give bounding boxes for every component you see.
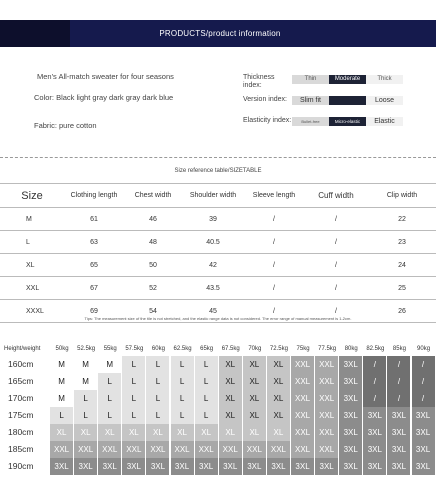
- size-cell: L: [171, 356, 195, 373]
- table-row: [0, 277, 436, 300]
- size-cell: /: [387, 373, 411, 390]
- size-cell: XL: [195, 424, 219, 441]
- size-cell: XXL: [315, 441, 339, 458]
- size-cell: /: [363, 356, 387, 373]
- size-cell: 3XL: [195, 458, 219, 475]
- size-cell: 3XL: [363, 441, 387, 458]
- table-row: [0, 254, 436, 277]
- size-cell: L: [74, 407, 98, 424]
- size-cell: L: [195, 373, 219, 390]
- size-cell: XL: [74, 424, 98, 441]
- size-cell: XXL: [195, 441, 219, 458]
- cell: /: [304, 300, 368, 323]
- size-cell: 3XL: [339, 424, 363, 441]
- cell: /: [304, 208, 368, 231]
- size-cell: XXL: [74, 441, 98, 458]
- size-cell: 3XL: [219, 458, 243, 475]
- table-row: [0, 231, 436, 254]
- size-cell: XL: [243, 356, 267, 373]
- cell: 39: [182, 208, 244, 231]
- cell: 52: [124, 277, 182, 300]
- cell: 48: [124, 231, 182, 254]
- size-cell: /: [412, 373, 436, 390]
- banner-title: PRODUCTS/product information: [159, 29, 281, 38]
- size-cell: XXL: [315, 407, 339, 424]
- cell: 46: [124, 208, 182, 231]
- cell: L: [0, 231, 64, 254]
- size-cell: XXL: [315, 356, 339, 373]
- thickness-thin: Thin: [292, 75, 329, 84]
- size-cell: M: [50, 373, 74, 390]
- size-cell: L: [146, 390, 170, 407]
- weight-header-cell: 65kg: [200, 346, 214, 352]
- cell: /: [244, 254, 304, 277]
- size-cell: L: [98, 390, 122, 407]
- weight-header-cell: 62.5kg: [173, 346, 192, 352]
- size-cell: 3XL: [339, 373, 363, 390]
- size-cell: L: [98, 407, 122, 424]
- height-label: 170cm: [8, 393, 34, 403]
- height-label: 180cm: [8, 427, 34, 437]
- size-cell: XL: [267, 373, 291, 390]
- cell: 65: [64, 254, 124, 277]
- section-divider: [0, 157, 436, 158]
- size-cell: L: [195, 407, 219, 424]
- size-table-header: [0, 184, 436, 208]
- size-cell: 3XL: [315, 458, 339, 475]
- size-cell: L: [122, 373, 146, 390]
- size-cell: M: [98, 356, 122, 373]
- size-cell: 3XL: [412, 458, 436, 475]
- banner-dark-block: [0, 20, 70, 47]
- table-row: [0, 356, 436, 373]
- size-cell: XL: [171, 424, 195, 441]
- cell: /: [244, 300, 304, 323]
- size-cell: L: [195, 356, 219, 373]
- size-cell: XXL: [50, 441, 74, 458]
- measurement-tips: Tips: The measurement size of the tile is not stretched, and the elastic range data is not considered. The error range of manual measurement is 1-2cm.: [84, 316, 352, 321]
- cell: M: [0, 208, 64, 231]
- size-cell: /: [387, 356, 411, 373]
- size-cell: L: [122, 407, 146, 424]
- cell: XXXL: [0, 300, 64, 323]
- size-cell: XXL: [267, 441, 291, 458]
- size-cell: L: [171, 407, 195, 424]
- weight-header-cell: 52.5kg: [77, 346, 96, 352]
- size-cell: XL: [267, 407, 291, 424]
- weight-header-cell: 80kg: [344, 346, 358, 352]
- size-cell: L: [122, 356, 146, 373]
- size-cell: XXL: [243, 441, 267, 458]
- weight-header-cell: 67.5kg: [221, 346, 240, 352]
- size-cell: 3XL: [363, 424, 387, 441]
- header-clip-width: Clip width: [368, 184, 436, 208]
- size-cell: XL: [267, 356, 291, 373]
- size-cell: 3XL: [98, 458, 122, 475]
- size-cell: 3XL: [412, 424, 436, 441]
- size-cell: XXL: [98, 441, 122, 458]
- weight-header-cell: 77.5kg: [318, 346, 337, 352]
- weight-header-cell: 75kg: [296, 346, 310, 352]
- header-banner: [0, 0, 436, 47]
- size-cell: XL: [243, 390, 267, 407]
- cell: 26: [368, 300, 436, 323]
- size-cell: 3XL: [122, 458, 146, 475]
- size-cell: XL: [219, 373, 243, 390]
- size-cell: XL: [243, 424, 267, 441]
- size-cell: L: [122, 390, 146, 407]
- weight-header-cell: 60kg: [151, 346, 165, 352]
- height-label: 165cm: [8, 376, 34, 386]
- thickness-moderate: Moderate: [329, 75, 366, 84]
- cell: /: [244, 208, 304, 231]
- version-label: Version index:: [243, 96, 287, 103]
- size-cell: XXL: [315, 424, 339, 441]
- table-row: [0, 390, 436, 407]
- header-size: Size: [0, 184, 64, 208]
- size-cell: 3XL: [387, 424, 411, 441]
- size-cell: XL: [243, 407, 267, 424]
- size-cell: /: [412, 390, 436, 407]
- size-cell: 3XL: [412, 441, 436, 458]
- size-cell: 3XL: [387, 458, 411, 475]
- size-cell: 3XL: [363, 458, 387, 475]
- weight-header-cell: 70kg: [248, 346, 262, 352]
- cell: 69: [64, 300, 124, 323]
- size-cell: 3XL: [387, 441, 411, 458]
- size-cell: XXL: [291, 441, 315, 458]
- table-row: [0, 424, 436, 441]
- size-cell: M: [74, 356, 98, 373]
- size-cell: /: [387, 390, 411, 407]
- size-cell: XL: [219, 356, 243, 373]
- thickness-label: Thickness index:: [243, 74, 275, 89]
- cell: /: [304, 254, 368, 277]
- elasticity-micro-elastic: Micro-elastic: [329, 117, 366, 126]
- cell: 40.5: [182, 231, 244, 254]
- table-row: [0, 441, 436, 458]
- header-sleeve-length: Sleeve length: [244, 184, 304, 208]
- version-loose: Loose: [366, 96, 403, 105]
- elasticity-bullet-free: Bullet-free: [292, 117, 329, 126]
- weight-header-cell: 72.5kg: [269, 346, 288, 352]
- product-color: Color: Black light gray dark gray dark blue: [34, 93, 174, 102]
- size-cell: L: [146, 356, 170, 373]
- cell: 23: [368, 231, 436, 254]
- size-cell: 3XL: [363, 407, 387, 424]
- size-cell: XL: [219, 424, 243, 441]
- size-cell: XXL: [146, 441, 170, 458]
- size-cell: XXL: [315, 390, 339, 407]
- cell: 42: [182, 254, 244, 277]
- weight-header-cell: 55kg: [103, 346, 117, 352]
- cell: 24: [368, 254, 436, 277]
- size-cell: 3XL: [412, 407, 436, 424]
- cell: 61: [64, 208, 124, 231]
- cell: 22: [368, 208, 436, 231]
- size-cell: 3XL: [339, 458, 363, 475]
- product-name: Men's All-match sweater for four seasons: [37, 72, 174, 81]
- product-fabric: Fabric: pure cotton: [34, 121, 97, 130]
- cell: 67: [64, 277, 124, 300]
- cell: XXL: [0, 277, 64, 300]
- size-cell: 3XL: [339, 441, 363, 458]
- size-cell: L: [50, 407, 74, 424]
- size-cell: L: [195, 390, 219, 407]
- size-cell: XXL: [291, 424, 315, 441]
- size-cell: XXL: [171, 441, 195, 458]
- cell: 54: [124, 300, 182, 323]
- size-cell: XL: [122, 424, 146, 441]
- size-cell: L: [171, 373, 195, 390]
- cell: /: [244, 277, 304, 300]
- size-cell: 3XL: [50, 458, 74, 475]
- size-cell: L: [146, 407, 170, 424]
- cell: /: [304, 231, 368, 254]
- size-cell: 3XL: [146, 458, 170, 475]
- weight-header-cell: 50kg: [55, 346, 69, 352]
- size-cell: XL: [267, 424, 291, 441]
- hw-corner-label: Height/weight: [4, 346, 41, 352]
- size-cell: XXL: [291, 407, 315, 424]
- cell: 63: [64, 231, 124, 254]
- size-cell: /: [363, 390, 387, 407]
- cell: 50: [124, 254, 182, 277]
- size-table-title: Size reference table/SIZETABLE: [174, 168, 262, 174]
- size-cell: 3XL: [339, 390, 363, 407]
- height-label: 160cm: [8, 359, 34, 369]
- cell: /: [304, 277, 368, 300]
- size-cell: XL: [146, 424, 170, 441]
- size-cell: /: [363, 373, 387, 390]
- size-cell: XL: [219, 390, 243, 407]
- size-table: [0, 183, 436, 323]
- size-cell: 3XL: [171, 458, 195, 475]
- size-cell: 3XL: [291, 458, 315, 475]
- table-row: [0, 373, 436, 390]
- size-cell: XL: [50, 424, 74, 441]
- size-cell: XL: [243, 373, 267, 390]
- header-chest-width: Chest width: [124, 184, 182, 208]
- size-cell: L: [146, 373, 170, 390]
- weight-header-cell: 90kg: [417, 346, 431, 352]
- size-cell: M: [50, 356, 74, 373]
- cell: XL: [0, 254, 64, 277]
- size-cell: XXL: [291, 373, 315, 390]
- size-cell: XXL: [219, 441, 243, 458]
- height-label: 185cm: [8, 444, 34, 454]
- size-cell: XXL: [291, 356, 315, 373]
- size-cell: XL: [98, 424, 122, 441]
- table-row: [0, 407, 436, 424]
- size-cell: 3XL: [74, 458, 98, 475]
- size-cell: M: [74, 373, 98, 390]
- size-cell: XXL: [122, 441, 146, 458]
- size-cell: 3XL: [243, 458, 267, 475]
- size-cell: 3XL: [267, 458, 291, 475]
- height-label: 190cm: [8, 461, 34, 471]
- size-cell: L: [74, 390, 98, 407]
- size-cell: L: [98, 373, 122, 390]
- elasticity-label: Elasticity index:: [243, 117, 292, 124]
- table-row: [0, 208, 436, 231]
- size-cell: XXL: [315, 373, 339, 390]
- cell: 45: [182, 300, 244, 323]
- elasticity-elastic: Elastic: [366, 117, 403, 126]
- size-cell: 3XL: [339, 407, 363, 424]
- cell: 43.5: [182, 277, 244, 300]
- thickness-thick: Thick: [366, 75, 403, 84]
- size-cell: 3XL: [339, 356, 363, 373]
- header-shoulder-width: Shoulder width: [182, 184, 244, 208]
- size-cell: XL: [267, 390, 291, 407]
- size-cell: M: [50, 390, 74, 407]
- weight-header-cell: 82.5kg: [366, 346, 385, 352]
- height-label: 175cm: [8, 410, 34, 420]
- size-cell: XXL: [291, 390, 315, 407]
- size-cell: L: [171, 390, 195, 407]
- header-cuff-width: Cuff width: [304, 184, 368, 208]
- table-row: [0, 458, 436, 475]
- weight-header-cell: 85kg: [392, 346, 406, 352]
- size-cell: /: [412, 356, 436, 373]
- size-cell: XL: [219, 407, 243, 424]
- header-clothing-length: Clothing length: [64, 184, 124, 208]
- cell: /: [244, 231, 304, 254]
- weight-header-cell: 57.5kg: [125, 346, 144, 352]
- size-cell: 3XL: [387, 407, 411, 424]
- version-slim-fit: Slim fit: [292, 96, 329, 105]
- cell: 25: [368, 277, 436, 300]
- version-regular: [329, 96, 366, 105]
